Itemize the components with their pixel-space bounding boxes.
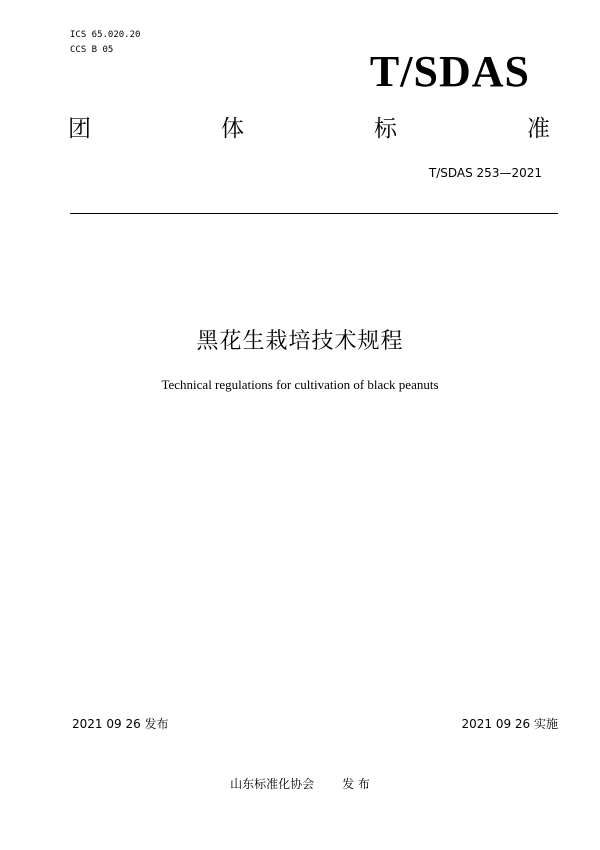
publisher-line: [0, 776, 600, 792]
title-chinese: 黑花生栽培技术规程: [196, 329, 404, 354]
standard-type-heading: [68, 114, 550, 144]
standard-logo: T/SDAS: [369, 47, 530, 96]
ics-code: ICS 65.020.20: [70, 30, 141, 40]
title-english: Technical regulations for cultivation of black peanuts: [161, 377, 439, 392]
issue-date: 2021 09 26 发布: [72, 717, 169, 731]
header-divider: [70, 213, 558, 214]
standard-type-char: 体: [221, 116, 244, 142]
standard-type-char: 团: [68, 116, 91, 142]
publisher-action: 发 布: [342, 777, 370, 791]
implementation-date: 2021 09 26 实施: [461, 717, 558, 731]
standard-type-char: 准: [527, 116, 550, 142]
standard-type-char: 标: [374, 116, 397, 142]
classification-codes: [70, 28, 140, 58]
standard-number: T/SDAS 253—2021: [428, 166, 542, 180]
publisher-name: 山东标准化协会: [230, 777, 315, 791]
ccs-code: CCS B 05: [70, 45, 114, 55]
